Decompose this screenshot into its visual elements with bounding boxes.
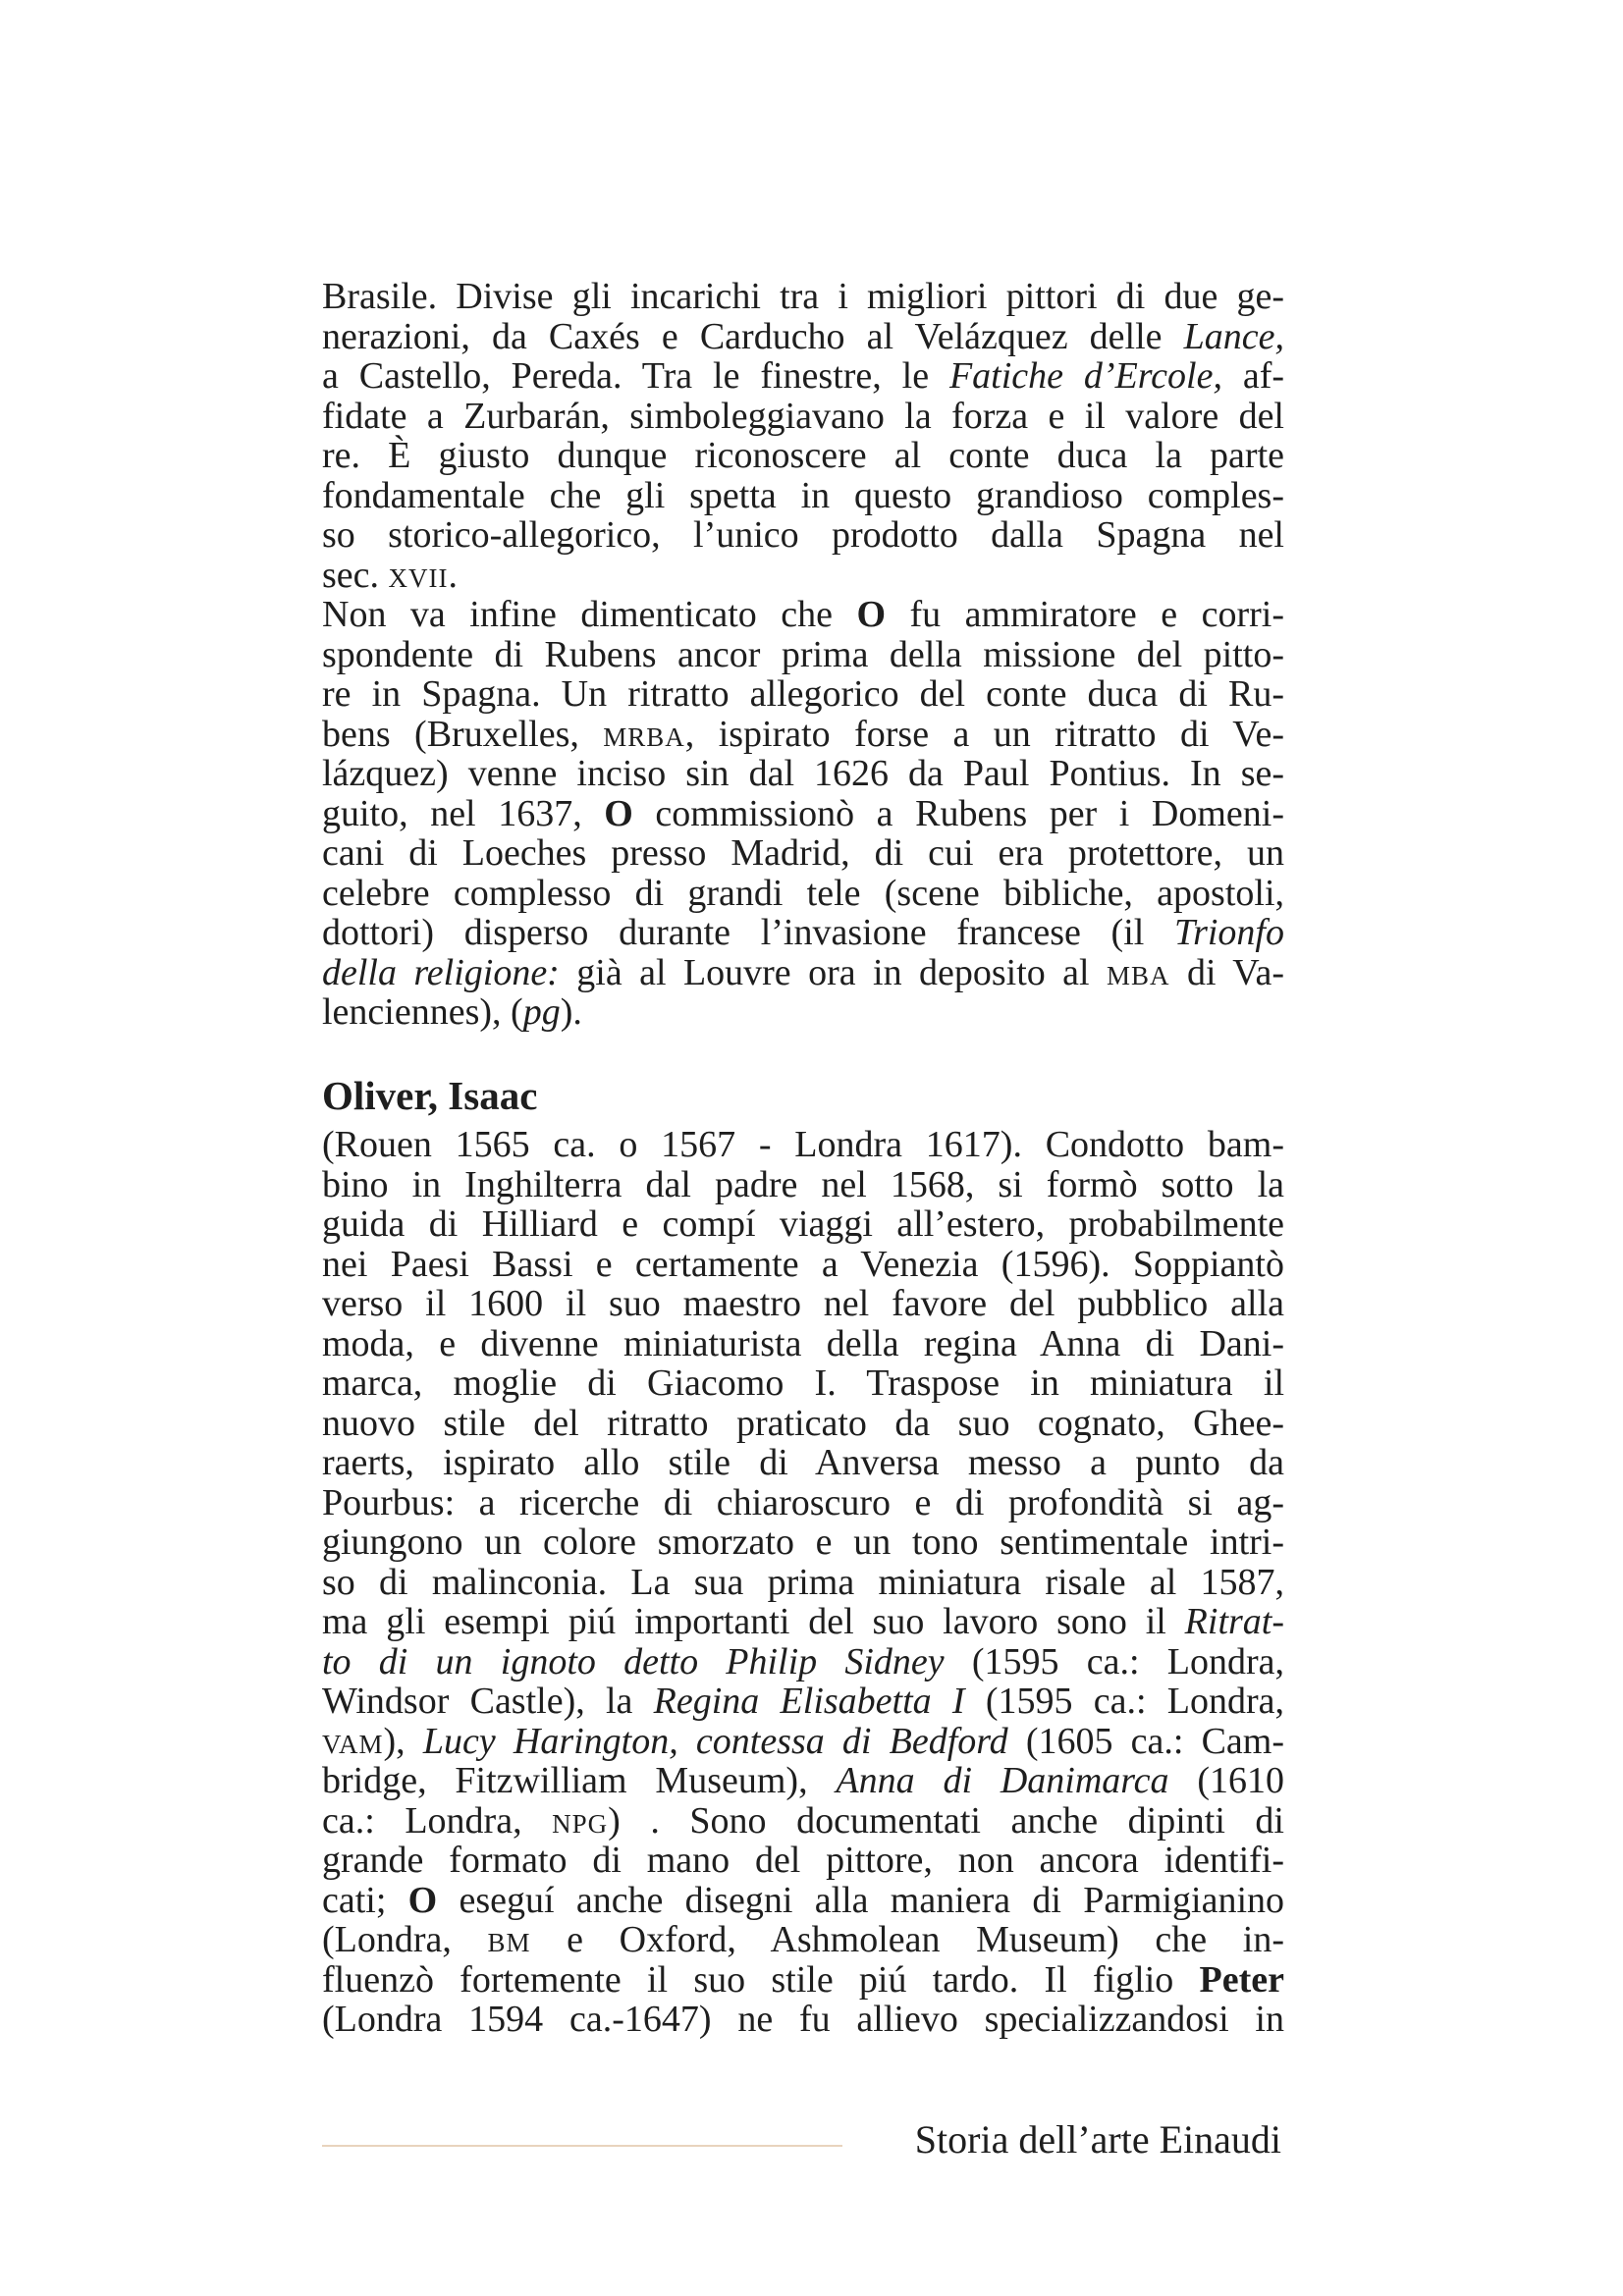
- text-line: so storico-allegorico, l’unico prodotto dalla Spagna nel: [322, 514, 1284, 556]
- text-line: spondente di Rubens ancor prima della missione del pitto-: [322, 633, 1284, 675]
- text-line: re in Spagna. Un ritratto allegorico del conte duca di Ru-: [322, 673, 1284, 715]
- text-line: cani di Loeches presso Madrid, di cui era protettore, un: [322, 832, 1284, 874]
- text-line: bridge, Fitzwilliam Museum), Anna di Danimarca (1610: [322, 1760, 1284, 1801]
- text-line: Windsor Castle), la Regina Elisabetta I (1595 ca.: Londra,: [322, 1681, 1284, 1722]
- text-line: marca, moglie di Giacomo I. Traspose in miniatura il: [322, 1362, 1284, 1404]
- text-line: ca.: Londra, npg) . Sono documentati anche dipinti di: [322, 1799, 1284, 1842]
- text-line: fondamentale che gli spetta in questo grandioso comples-: [322, 474, 1284, 516]
- text-line: ma gli esempi piú importanti del suo lavoro sono il Ritrat-: [322, 1601, 1284, 1642]
- text-line: lenciennes), (pg).: [322, 991, 582, 1033]
- text-line: (Rouen 1565 ca. o 1567 - Londra 1617). Condotto bam-: [322, 1124, 1284, 1165]
- text-line: bino in Inghilterra dal padre nel 1568, si formò sotto la: [322, 1163, 1284, 1205]
- text-line: sec. xvii.: [322, 554, 459, 596]
- text-line: fluenzò fortemente il suo stile piú tardo. Il figlio Peter: [322, 1958, 1284, 2001]
- text-line: bens (Bruxelles, mrba, ispirato forse a un ritratto di Ve-: [322, 713, 1284, 755]
- text-line: to di un ignoto detto Philip Sidney (1595 ca.: Londra,: [322, 1640, 1284, 1682]
- text-line: celebre complesso di grandi tele (scene bibliche, apostoli,: [322, 872, 1284, 914]
- paragraph-rubens: [322, 595, 1284, 1033]
- text-line: vam), Lucy Harington, contessa di Bedford (1605 ca.: Cam-: [322, 1720, 1285, 1762]
- footer-rule: [322, 2145, 842, 2147]
- text-line: fidate a Zurbarán, simboleggiavano la forza e il valore del: [322, 395, 1284, 437]
- text-line: Brasile. Divise gli incarichi tra i migliori pittori di due ge-: [322, 276, 1284, 317]
- text-line: dottori) disperso durante l’invasione francese (il Trionfo: [322, 912, 1284, 953]
- text-line: so di malinconia. La sua prima miniatura risale al 1587,: [322, 1561, 1284, 1603]
- text-line: Pourbus: a ricerche di chiaroscuro e di profondità si ag-: [322, 1481, 1284, 1523]
- text-line: guito, nel 1637, O commissionò a Rubens per i Domeni-: [322, 792, 1284, 834]
- entry-heading: Oliver, Isaac: [322, 1073, 538, 1118]
- text-line: nuovo stile del ritratto praticato da suo cognato, Ghee-: [322, 1402, 1284, 1444]
- text-line: moda, e divenne miniaturista della regina Anna di Dani-: [322, 1322, 1284, 1364]
- entry-body: [322, 1125, 1284, 2040]
- text-line: cati; O eseguí anche disegni alla maniera di Parmigianino: [322, 1879, 1284, 1921]
- text-line: (Londra, bm e Oxford, Ashmolean Museum) che in-: [322, 1919, 1284, 1960]
- text-line: Non va infine dimenticato che O fu ammiratore e corri-: [322, 594, 1284, 635]
- paragraph-continuation: [322, 277, 1284, 595]
- text-line: nerazioni, da Caxés e Carducho al Velázquez delle Lance,: [322, 315, 1284, 357]
- text-line: a Castello, Pereda. Tra le finestre, le Fatiche d’Ercole, af-: [322, 355, 1285, 397]
- text-line: verso il 1600 il suo maestro nel favore del pubblico alla: [322, 1283, 1284, 1324]
- text-line: re. È giusto dunque riconoscere al conte duca la parte: [322, 435, 1284, 476]
- text-line: (Londra 1594 ca.-1647) ne fu allievo specializzandosi in: [322, 1999, 1284, 2040]
- text-line: grande formato di mano del pittore, non ancora identifi-: [322, 1840, 1284, 1881]
- text-line: giungono un colore smorzato e un tono sentimentale intri-: [322, 1522, 1284, 1563]
- text-line: lázquez) venne inciso sin dal 1626 da Paul Pontius. In se-: [322, 753, 1284, 794]
- footer-title: Storia dell’arte Einaudi: [914, 2117, 1281, 2162]
- text-line: nei Paesi Bassi e certamente a Venezia (1596). Soppiantò: [322, 1243, 1284, 1285]
- text-line: della religione: già al Louvre ora in deposito al mba di Va-: [322, 951, 1285, 993]
- text-line: raerts, ispirato allo stile di Anversa messo a punto da: [322, 1442, 1284, 1483]
- text-line: guida di Hilliard e compí viaggi all’estero, probabilmente: [322, 1203, 1284, 1245]
